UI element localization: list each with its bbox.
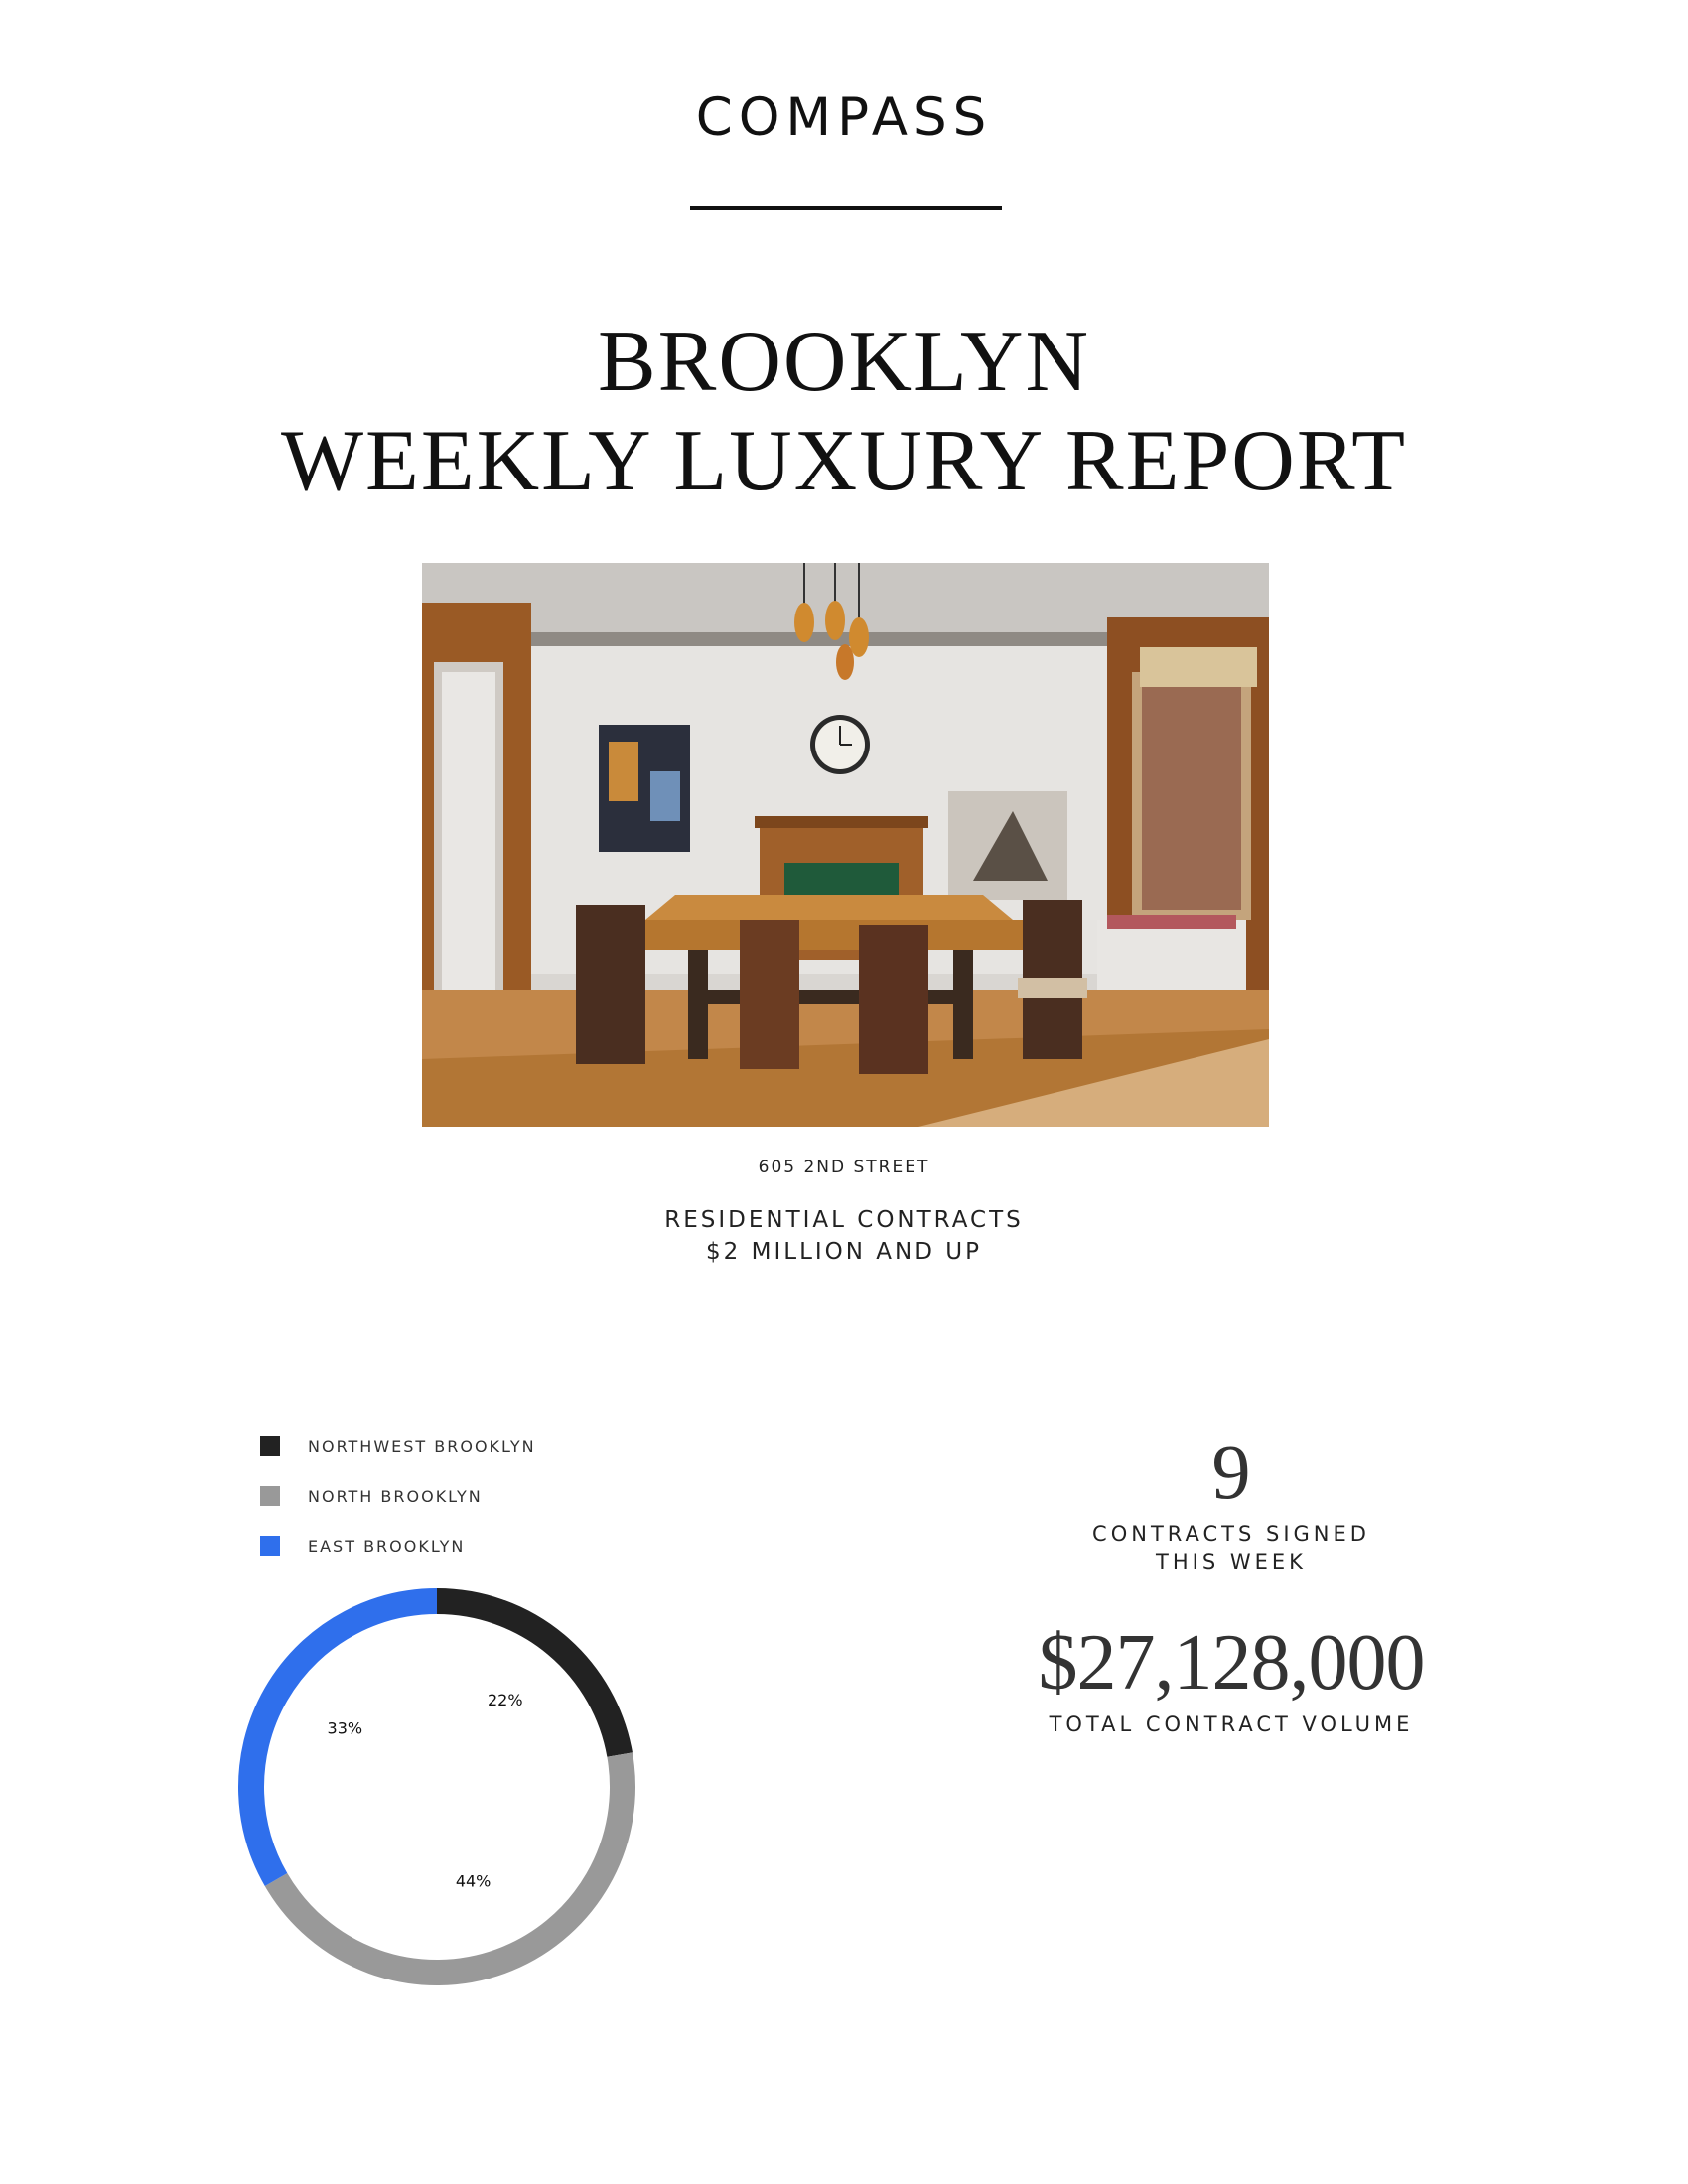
legend-swatch <box>260 1436 280 1456</box>
contracts-label-line1: CONTRACTS SIGNED <box>1092 1522 1370 1546</box>
donut-data-label-east: 33% <box>327 1718 363 1738</box>
legend-label: NORTH BROOKLYN <box>308 1487 483 1506</box>
donut-slice-north <box>276 1755 623 1973</box>
property-address: 605 2ND STREET <box>758 1158 930 1177</box>
legend-swatch <box>260 1486 280 1506</box>
donut-chart <box>228 1578 645 1995</box>
compass-logo: COMPASS <box>695 87 993 148</box>
property-photo <box>422 563 1269 1127</box>
logo-divider <box>690 206 1002 210</box>
contracts-label-line2: THIS WEEK <box>1156 1550 1307 1573</box>
donut-slice-east <box>251 1601 437 1880</box>
donut-data-label-north: 44% <box>455 1871 492 1891</box>
contracts-count: 9 <box>1211 1429 1251 1515</box>
total-volume: $27,128,000 <box>1038 1619 1425 1706</box>
report-title-line2: WEEKLY LUXURY REPORT <box>281 413 1407 509</box>
legend-label: NORTHWEST BROOKLYN <box>308 1437 536 1456</box>
donut-data-label-northwest: 22% <box>487 1691 523 1710</box>
total-volume-label: TOTAL CONTRACT VOLUME <box>1049 1712 1414 1736</box>
legend-swatch <box>260 1536 280 1556</box>
report-subtitle-line1: RESIDENTIAL CONTRACTS <box>664 1207 1024 1233</box>
report-title-line1: BROOKLYN <box>597 314 1091 410</box>
legend-label: EAST BROOKLYN <box>308 1537 466 1556</box>
donut-slice-northwest <box>437 1601 620 1755</box>
report-subtitle-line2: $2 MILLION AND UP <box>706 1239 982 1265</box>
dining-room-illustration <box>422 563 1269 1127</box>
